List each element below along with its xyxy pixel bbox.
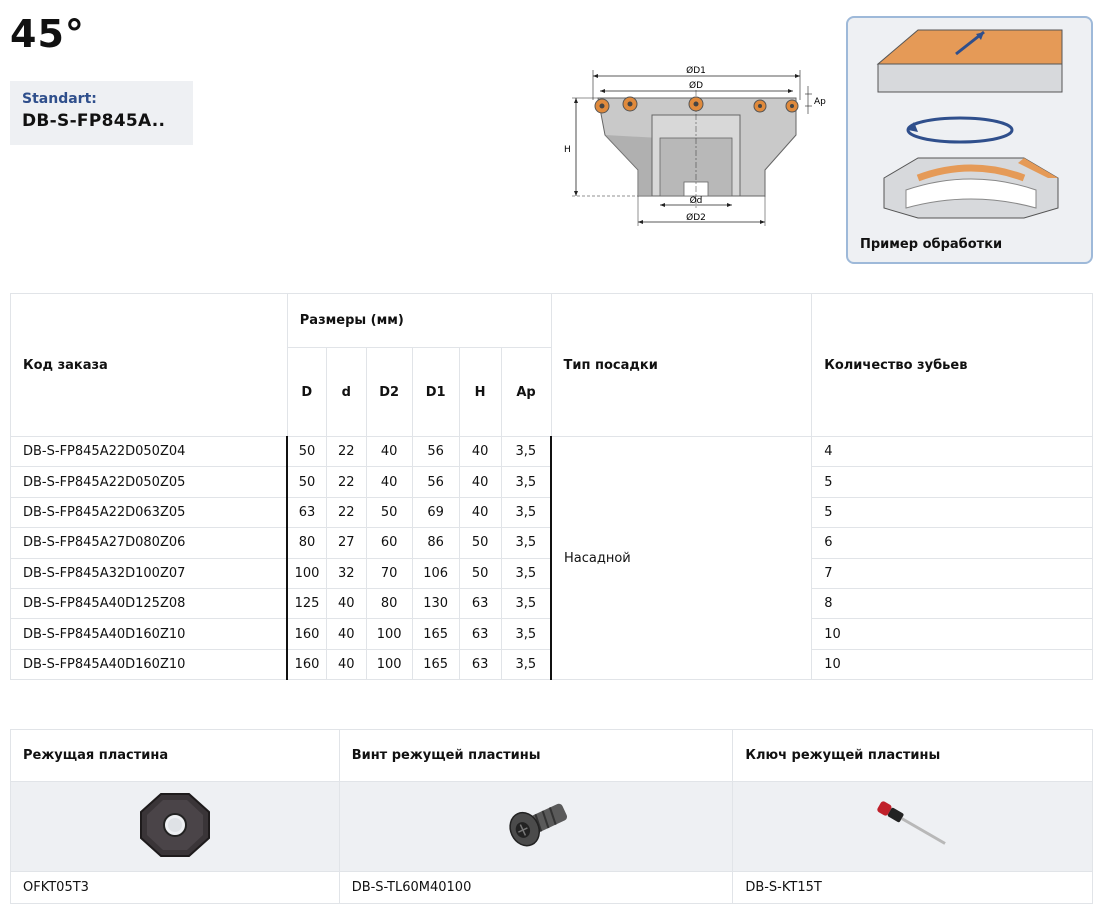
- dim-D-cell: 160: [287, 619, 326, 649]
- dim-D1-cell: 165: [412, 649, 459, 679]
- dim-H-cell: 63: [459, 619, 501, 649]
- dim-D1-cell: 69: [412, 497, 459, 527]
- header-dim-D: D: [287, 348, 326, 437]
- screw-code: DB-S-TL60M40100: [339, 872, 733, 904]
- dim-D2-cell: 60: [366, 528, 412, 558]
- teeth-cell: 5: [812, 467, 1093, 497]
- dim-D1-cell: 106: [412, 558, 459, 588]
- order-code-cell: DB-S-FP845A40D160Z10: [11, 649, 288, 679]
- dim-D-cell: 63: [287, 497, 326, 527]
- order-code-cell: DB-S-FP845A40D160Z10: [11, 619, 288, 649]
- key-code: DB-S-KT15T: [733, 872, 1093, 904]
- teeth-cell: 4: [812, 437, 1093, 467]
- octagon-insert-icon: [135, 790, 215, 860]
- page-title: 45°: [10, 12, 85, 56]
- dim-H-cell: 63: [459, 588, 501, 618]
- dim-label-d: Ød: [689, 196, 703, 206]
- dim-d-cell: 40: [326, 649, 366, 679]
- header-insert: Режущая пластина: [11, 730, 340, 782]
- dim-D-cell: 50: [287, 467, 326, 497]
- machining-example-box: [846, 16, 1093, 264]
- dim-Ap-cell: 3,5: [501, 528, 551, 558]
- header-dim-D2: D2: [366, 348, 412, 437]
- dim-d-cell: 40: [326, 588, 366, 618]
- torx-key-icon: [868, 795, 958, 855]
- accessories-table: [10, 729, 1093, 904]
- dim-Ap-cell: 3,5: [501, 437, 551, 467]
- dim-Ap-cell: 3,5: [501, 497, 551, 527]
- key-image-cell: [733, 782, 1093, 872]
- dim-d-cell: 32: [326, 558, 366, 588]
- order-code-cell: DB-S-FP845A22D050Z04: [11, 437, 288, 467]
- dim-label-D1: ØD1: [686, 66, 706, 76]
- dim-H-cell: 50: [459, 528, 501, 558]
- screw-image-cell: [339, 782, 733, 872]
- header-insert-key: Ключ режущей пластины: [733, 730, 1093, 782]
- insert-image-cell: [11, 782, 340, 872]
- dim-D-cell: 80: [287, 528, 326, 558]
- dim-d-cell: 27: [326, 528, 366, 558]
- dim-H-cell: 40: [459, 467, 501, 497]
- standart-code: DB-S-FP845A..: [22, 111, 166, 131]
- fit-type-cell: Насадной: [551, 437, 812, 680]
- insert-code: OFKT05T3: [11, 872, 340, 904]
- order-code-cell: DB-S-FP845A27D080Z06: [11, 528, 288, 558]
- dim-H-cell: 50: [459, 558, 501, 588]
- teeth-cell: 7: [812, 558, 1093, 588]
- dim-D2-cell: 100: [366, 619, 412, 649]
- standart-label: Standart:: [22, 91, 97, 107]
- dim-d-cell: 22: [326, 497, 366, 527]
- teeth-cell: 10: [812, 649, 1093, 679]
- dim-D2-cell: 70: [366, 558, 412, 588]
- dim-D-cell: 160: [287, 649, 326, 679]
- dim-H-cell: 40: [459, 497, 501, 527]
- header-dim-H: H: [459, 348, 501, 437]
- dim-Ap-cell: 3,5: [501, 467, 551, 497]
- standart-box: [10, 81, 193, 145]
- dim-label-H: H: [564, 145, 571, 155]
- header-insert-screw: Винт режущей пластины: [339, 730, 733, 782]
- dim-H-cell: 63: [459, 649, 501, 679]
- dim-d-cell: 22: [326, 467, 366, 497]
- dim-Ap-cell: 3,5: [501, 649, 551, 679]
- machining-example-icon: [848, 18, 1091, 228]
- dim-Ap-cell: 3,5: [501, 619, 551, 649]
- dim-D1-cell: 165: [412, 619, 459, 649]
- dim-Ap-cell: 3,5: [501, 558, 551, 588]
- dim-D-cell: 100: [287, 558, 326, 588]
- machining-example-caption: Пример обработки: [860, 237, 1003, 252]
- dim-D2-cell: 40: [366, 437, 412, 467]
- dim-D2-cell: 80: [366, 588, 412, 618]
- header-dim-d: d: [326, 348, 366, 437]
- dim-Ap-cell: 3,5: [501, 588, 551, 618]
- header-order-code: Код заказа: [11, 294, 288, 437]
- teeth-cell: 10: [812, 619, 1093, 649]
- header-fit-type: Тип посадки: [551, 294, 812, 437]
- dim-D2-cell: 50: [366, 497, 412, 527]
- dim-D1-cell: 56: [412, 467, 459, 497]
- torx-screw-icon: [496, 795, 576, 855]
- order-code-cell: DB-S-FP845A40D125Z08: [11, 588, 288, 618]
- dim-D2-cell: 40: [366, 467, 412, 497]
- teeth-cell: 8: [812, 588, 1093, 618]
- spec-table: [10, 293, 1093, 680]
- dim-D1-cell: 130: [412, 588, 459, 618]
- dim-label-D2: ØD2: [686, 213, 706, 223]
- header-dim-Ap: Ap: [501, 348, 551, 437]
- dim-d-cell: 40: [326, 619, 366, 649]
- dim-label-Ap: Ap: [814, 97, 826, 107]
- teeth-cell: 6: [812, 528, 1093, 558]
- header-dim-D1: D1: [412, 348, 459, 437]
- order-code-cell: DB-S-FP845A32D100Z07: [11, 558, 288, 588]
- table-row: [11, 437, 1093, 467]
- dim-D2-cell: 100: [366, 649, 412, 679]
- dim-D-cell: 50: [287, 437, 326, 467]
- header-teeth-count: Количество зубьев: [812, 294, 1093, 437]
- dim-d-cell: 22: [326, 437, 366, 467]
- cutter-drawing: [560, 60, 840, 230]
- order-code-cell: DB-S-FP845A22D063Z05: [11, 497, 288, 527]
- dim-D1-cell: 86: [412, 528, 459, 558]
- dim-D1-cell: 56: [412, 437, 459, 467]
- teeth-cell: 5: [812, 497, 1093, 527]
- dim-D-cell: 125: [287, 588, 326, 618]
- dim-label-D: ØD: [688, 81, 704, 91]
- order-code-cell: DB-S-FP845A22D050Z05: [11, 467, 288, 497]
- header-dimensions: Размеры (мм): [287, 294, 551, 348]
- dim-H-cell: 40: [459, 437, 501, 467]
